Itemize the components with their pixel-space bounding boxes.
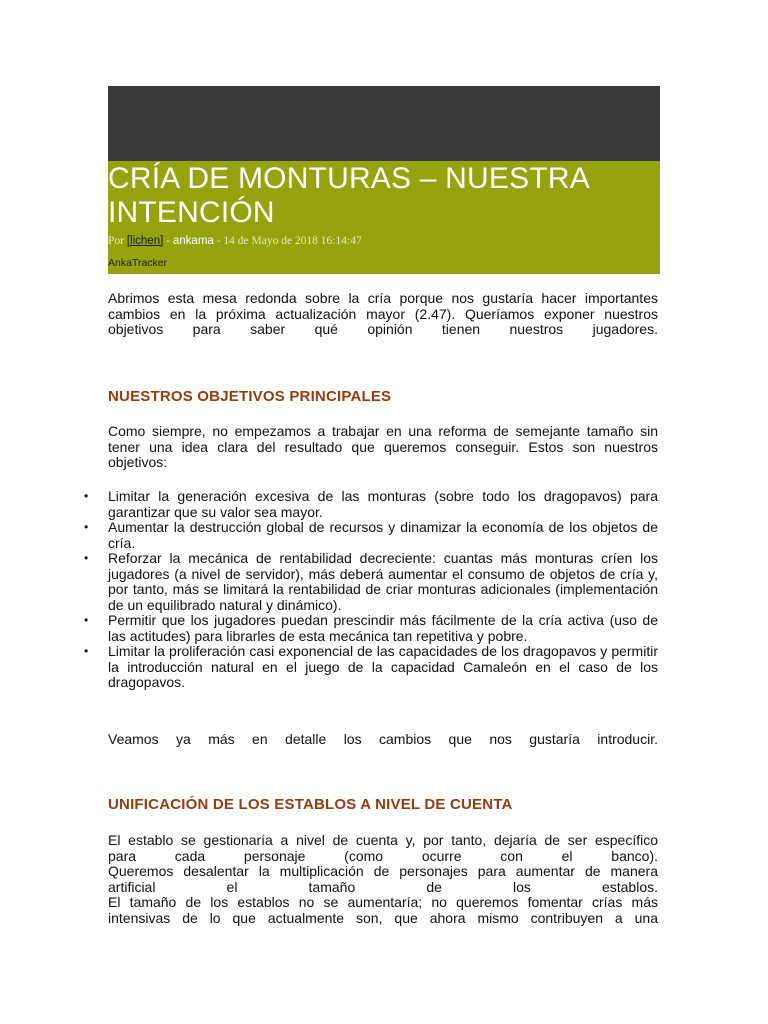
- post-meta: [108, 235, 362, 247]
- title-banner: [108, 161, 660, 274]
- stables-line: El establo se gestionaría a nivel de cuenta y, por tanto, dejaría de ser específico: [108, 832, 658, 848]
- objectives-list: [84, 488, 658, 691]
- stables-line: artificial el tamaño de los establos.: [108, 878, 658, 895]
- intro-line: Abrimos esta mesa redonda sobre la cría porque nos gustaría hacer importantes: [108, 290, 658, 306]
- intro-line: cambios en la próxima actualización mayor (2.47). Queríamos exponer nuestros: [108, 305, 658, 322]
- list-item-text: Reforzar la mecánica de rentabilidad decreciente: cuantas más monturas críen los jugadores (a nivel de servidor), más deberá aumentar el consumo de objetos de cría y, por tanto, más se limitará la rentabilidad de criar monturas adicionales (implementación de un equilibrado natural y dinámico).: [108, 550, 658, 613]
- stables-line: El tamaño de los establos no se aumentaría; no queremos fomentar crías más: [108, 894, 658, 910]
- list-item: [84, 643, 658, 691]
- list-item: [84, 519, 658, 551]
- meta-user: ankama: [172, 235, 214, 247]
- bullet-icon: •: [84, 644, 89, 658]
- list-item-text: Permitir que los jugadores puedan prescindir más fácilmente de la cría activa (uso de las actitudes) para librarles de esta mecánica tan repetitiva y pobre.: [108, 612, 658, 644]
- top-bar: [108, 86, 660, 161]
- closing-paragraph: [108, 732, 658, 748]
- tracker-label: AnkaTracker: [108, 257, 168, 269]
- intro-paragraph: [108, 291, 658, 338]
- section-objectives: [108, 389, 658, 405]
- bullet-icon: •: [84, 613, 89, 627]
- list-item-text: Aumentar la destrucción global de recursos y dinamizar la economía de los objetos de cría.: [108, 519, 658, 551]
- section-heading: NUESTROS OBJETIVOS PRINCIPALES: [108, 388, 392, 405]
- closing-line: Veamos ya más en detalle los cambios que nos gustaría introducir.: [108, 731, 658, 747]
- list-item: [84, 612, 658, 644]
- list-item-text: Limitar la generación excesiva de las monturas (sobre todo los dragopavos) para garantizar que su valor sea mayor.: [108, 488, 658, 520]
- objectives-intro: [108, 424, 658, 471]
- list-item: [84, 488, 658, 520]
- article-header: [108, 86, 660, 274]
- objectives-paragraph: Como siempre, no empezamos a trabajar en una reforma de semejante tamaño sin tener una idea clara del resultado que queremos conseguir. Estos son nuestros objetivos:: [108, 423, 658, 470]
- list-item: [84, 550, 658, 613]
- intro-line: objetivos para saber qué opinión tienen nuestros jugadores.: [108, 321, 658, 337]
- meta-prefix: Por: [108, 235, 124, 247]
- section-stables: [108, 797, 658, 813]
- meta-date: - 14 de Mayo de 2018 16:14:47: [216, 235, 362, 247]
- list-item-text: Limitar la proliferación casi exponencial de las capacidades de los dragopavos y permitir la introducción natural en el juego de la capacidad Camaleón en el caso de los dragopavos.: [108, 643, 658, 690]
- stables-line: Queremos desalentar la multiplicación de personajes para aumentar de manera: [108, 863, 658, 879]
- bullet-icon: •: [84, 489, 89, 503]
- objectives-list-wrap: [84, 488, 658, 691]
- stables-paragraph: [108, 833, 658, 926]
- author-link[interactable]: [lichen]: [126, 235, 164, 247]
- stables-line: intensivas de lo que actualmente son, que ahora mismo contribuyen a una: [108, 909, 658, 926]
- bullet-icon: •: [84, 520, 89, 534]
- page-title: CRÍA DE MONTURAS – NUESTRA INTENCIÓN: [108, 162, 589, 229]
- meta-separator: -: [166, 235, 171, 247]
- stables-line: para cada personaje (como ocurre con el banco).: [108, 847, 658, 864]
- bullet-icon: •: [84, 551, 89, 565]
- section-heading: UNIFICACIÓN DE LOS ESTABLOS A NIVEL DE CUENTA: [108, 796, 513, 813]
